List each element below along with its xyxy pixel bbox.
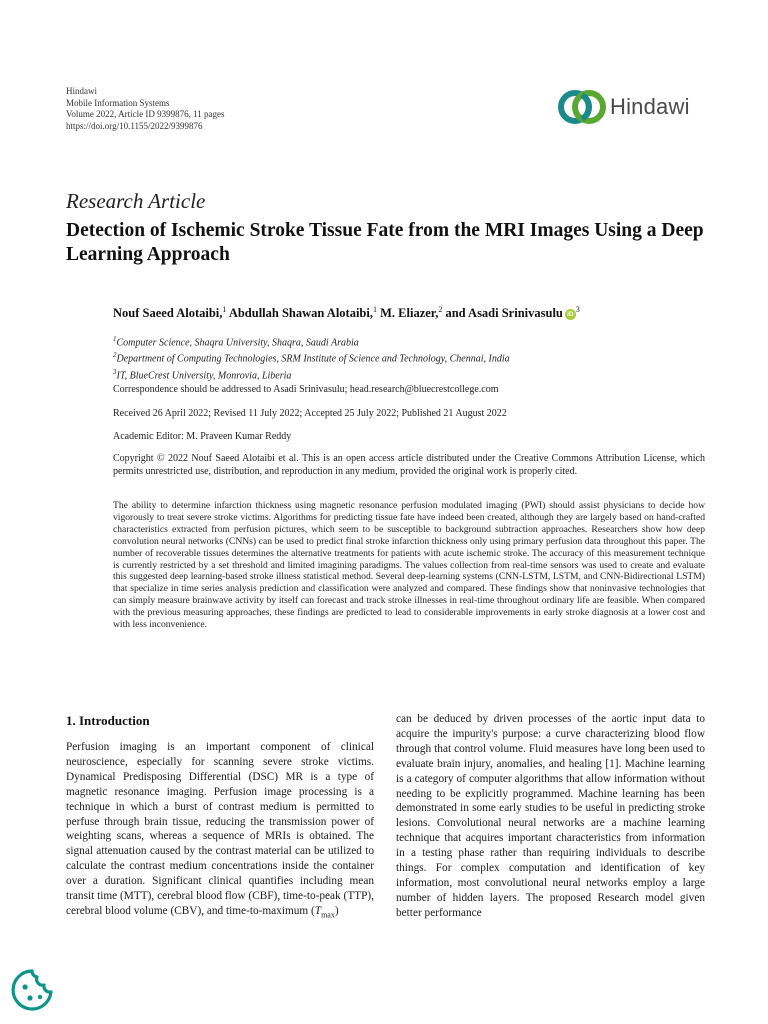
author-affil-ref: 3 — [575, 305, 580, 314]
intro-paragraph-end: ) — [334, 904, 339, 917]
hindawi-logo-text: Hindawi — [610, 94, 690, 119]
author-list — [113, 305, 580, 321]
author-affil-ref: 1 — [373, 305, 377, 314]
intro-paragraph: Perfusion imaging is an important component of clinical neuroscience, especially for scanning severe stroke victims. Dynamical Predisposing Differential (DSC) MR is a type of magnetic resonance imaging. Perfusion image processing is a technique in which a burst of contrast medium is permitted to perfuse through brain tissue, reducing the transmission power of weighting scans, whereas a sequence of MRIs is obtained. The signal attenuation caused by the contrast material can be utilized to calculate the contrast medium concentrations inside the container over a duration. Significant clinical quantifies including mean transit time (MTT), cerebral blood flow (CBF), time-to-peak (TTP), cerebral blood volume (CBV), and time-to-maximum ( — [66, 741, 374, 917]
journal-name: Mobile Information Systems — [66, 97, 170, 108]
author-name[interactable]: M. Eliazer, — [380, 306, 439, 321]
author-affil-ref: 1 — [222, 305, 227, 314]
affiliation-ref: 1 — [113, 335, 117, 343]
intro-left-column — [66, 740, 374, 923]
affiliation-text: IT, BlueCrest University, Monrovia, Liberia — [116, 369, 292, 381]
author-name[interactable]: Nouf Saeed Alotaibi, — [113, 306, 223, 321]
affiliation-ref: 2 — [113, 351, 117, 360]
affiliation-text: Department of Computing Technologies, SRM Institute of Science and Technology, Chennai, India — [116, 353, 510, 365]
hindawi-logo[interactable] — [556, 86, 711, 128]
affiliation-ref: 3 — [113, 367, 117, 376]
copyright-notice: Copyright © 2022 Nouf Saeed Alotaibi et al. This is an open access article distributed under the Creative Commons Attribution License, which permits unrestricted use, distribution, and reproduction in any medium, provided the original work is properly cited. — [113, 453, 705, 477]
journal-meta — [66, 86, 224, 132]
publication-dates: Received 26 April 2022; Revised 11 July 2022; Accepted 25 July 2022; Published 21 August 2022 — [113, 408, 507, 419]
affiliations — [113, 333, 510, 382]
author-name[interactable]: Abdullah Shawan Alotaibi, — [228, 306, 373, 321]
abstract: The ability to determine infarction thickness using magnetic resonance perfusion modulated imaging (PWI) should assist physicians to decide how vigorously to treat severe stroke victims. Algorithms for predicting tissue fate have indeed been created, although they are largely based on hand-crafted characteristics extracted from perfusion pictures, which seem to be susceptible to background subtraction approaches. Researchers show how deep convolution neural networks (CNNs) can be used to predict final stroke infarction thickness only using primary perfusion data throughout this paper. The number of recoverable tissues determines the alternative treatments for patients with acute ischemic stroke. The accuracy of this measurement technique is currently restricted by a set threshold and limited imagining paradigms. The values collection from real-time sensors was used to create and evaluate this suggested deep learning-based stroke illness statistical method. Several deep-learning systems (CNN-LSTM, LSTM, and CNN-Bidirectional LSTM) that specialize in time series analysis prediction and classification were analyzed and compared. These findings show that noninvasive technologies that can simply measure brainwave activity by itself can forecast and track stroke illnesses in real-time throughout ordinary life are feasible. When compared with the previous measuring approaches, these findings are predicted to lead to considerable improvements in early stroke diagnosis at a lower cost and with less inconvenience. — [113, 500, 705, 631]
tmax-subscript: max — [321, 910, 335, 920]
hindawi-logo-icon — [556, 86, 608, 128]
affiliation-item — [113, 366, 510, 382]
cookie-settings-icon[interactable] — [10, 968, 54, 1012]
article-title: Detection of Ischemic Stroke Tissue Fate from the MRI Images Using a Deep Learning Approach — [66, 220, 704, 265]
affiliation-text: Computer Science, Shaqra University, Shaqra, Saudi Arabia — [116, 337, 359, 349]
academic-editor: Academic Editor: M. Praveen Kumar Reddy — [113, 431, 292, 442]
section-heading: 1. Introduction — [66, 713, 150, 728]
author-name[interactable]: and Asadi Srinivasulu — [445, 306, 563, 321]
orcid-icon[interactable]: iD — [565, 309, 576, 320]
tmax-symbol: T — [314, 904, 322, 917]
journal-publisher: Hindawi — [66, 86, 97, 96]
author-affil-ref: 2 — [438, 305, 443, 314]
correspondence: Correspondence should be addressed to Asadi Srinivasulu; head.research@bluecrestcollege.com — [113, 384, 499, 395]
affiliation-item — [113, 333, 510, 349]
article-type: Research Article — [66, 189, 206, 213]
intro-right-column: can be deduced by driven processes of the aortic input data to acquire the impurity's purpose: a curve characterizing blood flow through that control volume. Fluid measures have long been used to evaluate brain injury, anomalies, and healing [1]. Machine learning is a category of computer algorithms that allow information without needing to be explicitly programmed. Machine learning has been demonstrated in some early studies to be useful in predicting stroke lesions. Convolutional neural networks are a machine learning technique that acquires important characteristics from information in a testing phase rather than requiring individuals to describe things. For complex computation and identification of key information, most convolutional neural networks employ a large number of hidden layers. The proposed Research model given better performance — [396, 713, 705, 919]
journal-volume: Volume 2022, Article ID 9399876, 11 pages — [66, 109, 225, 119]
affiliation-item — [113, 349, 510, 365]
journal-doi[interactable]: https://doi.org/10.1155/2022/9399876 — [66, 120, 203, 131]
